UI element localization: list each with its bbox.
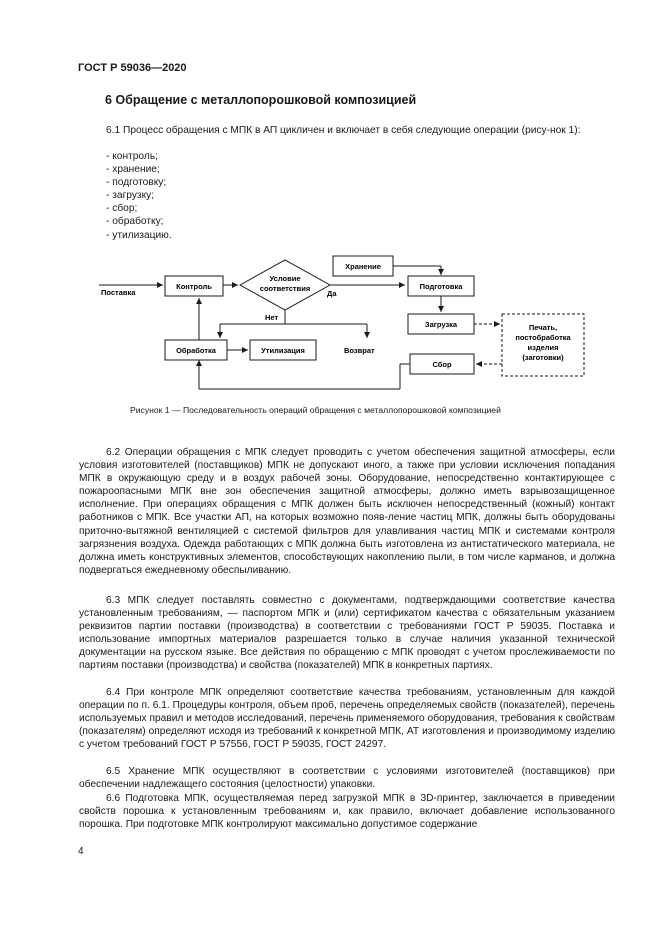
- return-label: Возврат: [344, 346, 375, 355]
- processing-label: Обработка: [176, 346, 216, 355]
- list-item: - загрузку;: [106, 189, 172, 202]
- collection-label: Сбор: [432, 360, 452, 369]
- preparation-label: Подготовка: [419, 282, 463, 291]
- yes-label: Да: [327, 289, 337, 298]
- list-item: - обработку;: [106, 215, 172, 228]
- list-item: - хранение;: [106, 163, 172, 176]
- print-label-2: постобработка: [515, 333, 571, 342]
- paragraph-6-3: 6.3 МПК следует поставлять совместно с документами, подтверждающими соответствие качества установленным требованиям, — паспортом МПК и (или) сертификатом качества с обязательным указанием реквизитов партии поставки (производства) в соответствии с требованиями ГОСТ Р 59035. Поставка и использование импортных материалов разрешается только в случае наличия указанной технической документации на русском языке. Все действия по обращению с МПК проводят с учетом прослеживаемости по партиям поставки (производства) и свойства (показателей) МПК в конкретных партиях.: [79, 595, 615, 672]
- loading-label: Загрузка: [424, 320, 458, 329]
- section-title: 6 Обращение с металлопорошковой композицией: [105, 93, 417, 107]
- control-label: Контроль: [176, 282, 212, 291]
- decision-label-1: Условие: [269, 274, 301, 283]
- list-item: - сбор;: [106, 202, 172, 215]
- decision-label-2: соответствия: [259, 284, 311, 293]
- list-item: - контроль;: [106, 150, 172, 163]
- paragraph-6-6: 6.6 Подготовка МПК, осуществляемая перед загрузкой МПК в 3D-принтер, заключается в приведении свойств порошка к установленным требованиям и, как правило, включает добавление использованного порошка. При подготовке МПК контролируют максимально допустимое содержание: [79, 793, 615, 831]
- intro-paragraph: 6.1 Процесс обращения с МПК в АП цикличен и включает в себя следующие операции (рису-нок 1):: [106, 125, 581, 136]
- process-flow-diagram: [95, 248, 595, 396]
- paragraph-6-2: 6.2 Операции обращения с МПК следует проводить с учетом обеспечения защитной атмосферы, если условия изготовителей (поставщиков) МПК не допускают иного, а также при условии исключения попадания МПК в окружающую среду и в воздух рабочей зоны. Оборудование, непосредственно контактирующее с пожароопасными МПК вне зон обеспечения защитной атмосферы, должно иметь взрывозащищенное исполнение. При операциях обращения с МПК должен быть исключен непосредственный (кожный) контакт работников с МПК. Все участки АП, на которых возможно появ-ление частиц МПК, должны быть оборудованы приточно-вытяжной вентиляцией с системой фильтров для улавливания частиц МПК и системами контроля загрязнения воздуха. Одежда работающих с МПК должна быть изготовлена из антистатического материала, не должна иметь конструктивных элементов, способствующих накоплению пыли, в том числе карманов, и должна подвергаться ежедневному обеспыливанию.: [79, 447, 615, 576]
- figure-caption: Рисунок 1 — Последовательность операций обращения с металлопорошковой композицией: [130, 405, 501, 415]
- storage-label: Хранение: [345, 262, 381, 271]
- disposal-label: Утилизация: [261, 346, 305, 355]
- list-item: - утилизацию.: [106, 229, 172, 242]
- paragraph-6-5: 6.5 Хранение МПК осуществляют в соответствии с условиями изготовителей (поставщиков) при обеспечении надлежащего состояния (целостности) упаковки.: [79, 766, 615, 791]
- paragraph-6-4: 6.4 При контроле МПК определяют соответствие качества требованиям, установленным для каждой операции по п. 6.1. Процедуры контроля, объем проб, перечень определяемых свойств (показателей), перечень используемых правил и методов исследований, перечень применяемого оборудования, требования к свойствам (показателям) определяют исходя из требований к конкретной МПК, АТ изготовления и производимому изделию с учетом требований ГОСТ Р 57556, ГОСТ Р 59035, ГОСТ 24297.: [79, 687, 615, 751]
- no-label: Нет: [265, 313, 279, 322]
- page-number: 4: [78, 846, 84, 857]
- operations-list: [106, 150, 172, 242]
- print-label-1: Печать,: [528, 323, 558, 332]
- document-header: ГОСТ Р 59036—2020: [78, 62, 187, 74]
- print-label-4: (заготовки): [522, 353, 564, 362]
- print-label-3: изделия: [527, 343, 559, 352]
- supply-label: Поставка: [101, 288, 136, 297]
- list-item: - подготовку;: [106, 176, 172, 189]
